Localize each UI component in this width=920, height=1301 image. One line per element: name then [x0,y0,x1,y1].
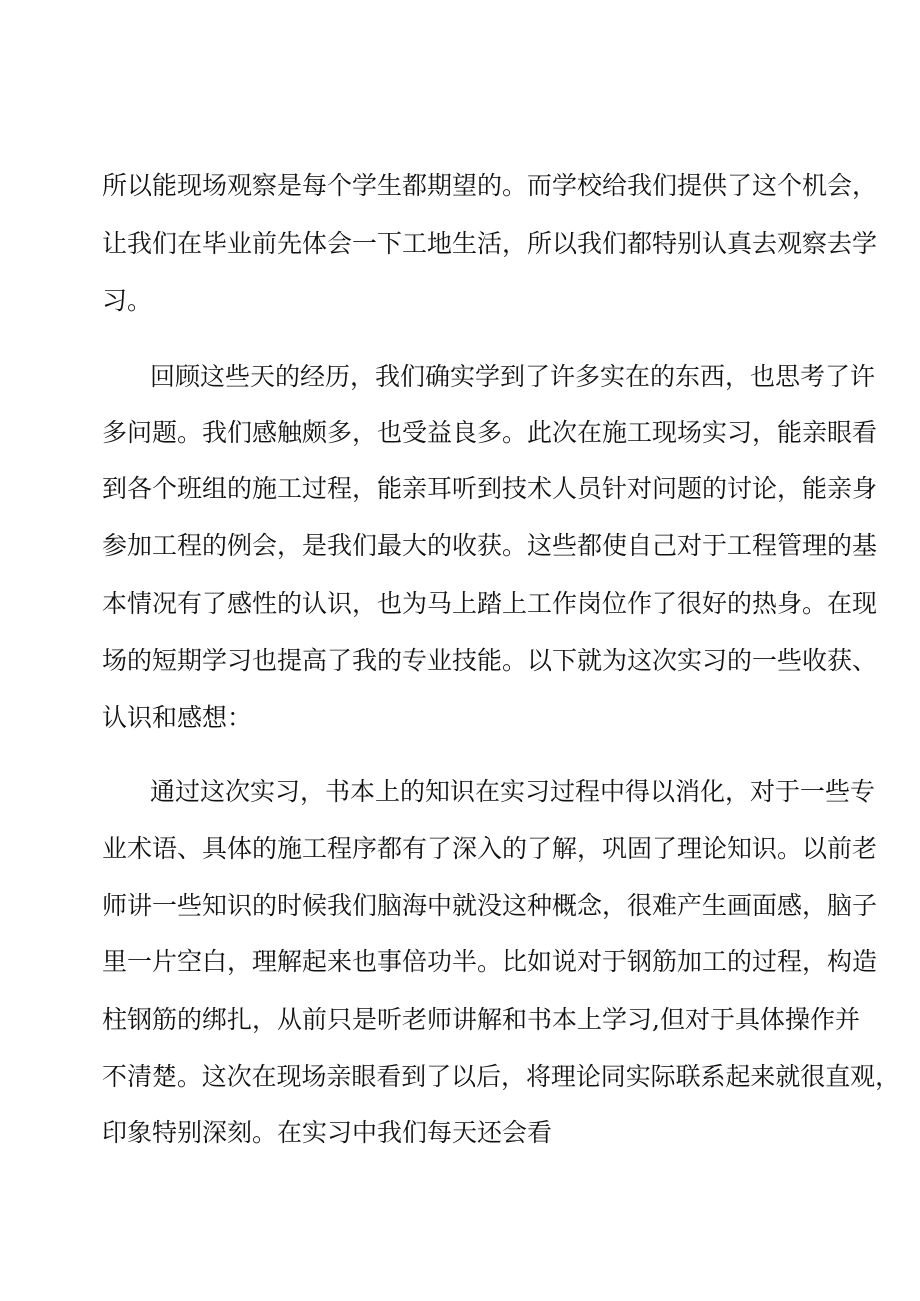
text-line: 本情况有了感性的认识，也为马上踏上工作岗位作了很好的热身。在现 [102,589,878,618]
text-line: 参加工程的例会，是我们最大的收获。这些都使自己对于工程管理的基 [102,531,878,560]
text-line: 多问题。我们感触颇多，也受益良多。此次在施工现场实习，能亲眼看 [102,418,878,447]
text-line: 里一片空白，理解起来也事倍功半。比如说对于钢筋加工的过程，构造 [102,947,878,976]
text-line: 习。 [102,286,153,315]
text-line: 业术语、具体的施工程序都有了深入的了解，巩固了理论知识。以前老 [102,834,878,863]
text-line: 师讲一些知识的时候我们脑海中就没这种概念，很难产生画面感，脑子 [102,891,878,920]
text-line: 场的短期学习也提高了我的专业技能。以下就为这次实习的一些收获、 [102,646,878,675]
text-line: 让我们在毕业前先体会一下工地生活，所以我们都特别认真去观察去学 [102,229,878,258]
text-line: 回顾这些天的经历，我们确实学到了许多实在的东西，也思考了许 [150,362,876,391]
text-line: 认识和感想： [102,703,253,732]
text-line: 印象特别深刻。在实习中我们每天还会看 [102,1118,553,1147]
text-line: 所以能现场观察是每个学生都期望的。而学校给我们提供了这个机会， [102,171,878,200]
text-line: 通过这次实习，书本上的知识在实习过程中得以消化，对于一些专 [150,777,876,806]
text-line: 不清楚。这次在现场亲眼看到了以后，将理论同实际联系起来就很直观， [102,1062,901,1091]
text-line: 到各个班组的施工过程，能亲耳听到技术人员针对问题的讨论，能亲身 [102,474,878,503]
text-line: 柱钢筋的绑扎，从前只是听老师讲解和书本上学习,但对于具体操作并 [102,1005,860,1034]
